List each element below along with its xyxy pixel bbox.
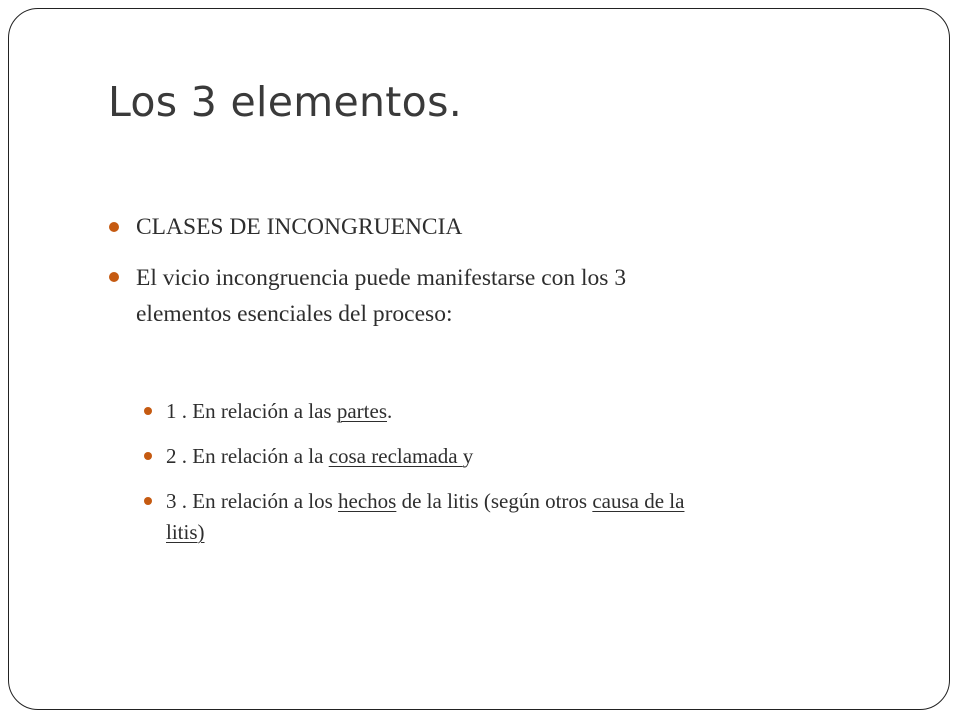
sub-bullet-dot	[144, 407, 152, 415]
bullet-text-line1: El vicio incongruencia puede manifestarse con los 3	[136, 265, 627, 291]
sub-bullet-prefix: 3 . En relación a los	[166, 489, 339, 513]
bullet-dot	[109, 222, 119, 232]
sub-bullet-partes	[166, 397, 392, 426]
bullet-classes	[136, 211, 462, 243]
sub-bullet-suffix: .	[387, 399, 393, 423]
sub-bullet-line2	[166, 518, 886, 547]
sub-bullet-middle: de la litis (según otros	[396, 489, 593, 513]
term-partes: partes	[336, 399, 388, 423]
sub-bullet-suffix: y	[462, 444, 474, 468]
bullet-text-line2: elementos esenciales del proceso:	[136, 301, 453, 327]
sub-bullet-hechos	[166, 487, 886, 547]
bullet-vicio	[136, 262, 836, 330]
term-litis: litis)	[166, 520, 205, 544]
bullet-dot	[109, 272, 119, 282]
term-causa: causa de la	[592, 489, 685, 513]
slide-title: Los 3 elementos.	[108, 78, 463, 126]
sub-bullet-prefix: 2 . En relación a la	[166, 444, 329, 468]
term-hechos: hechos	[338, 489, 397, 513]
bullet-text: CLASES DE INCONGRUENCIA	[136, 214, 463, 240]
term-cosa-reclamada: cosa reclamada	[328, 444, 463, 468]
sub-bullet-line1	[166, 487, 886, 516]
sub-bullet-dot	[144, 452, 152, 460]
sub-bullet-cosa	[166, 442, 473, 471]
sub-bullet-prefix: 1 . En relación a las	[166, 399, 337, 423]
sub-bullet-dot	[144, 497, 152, 505]
